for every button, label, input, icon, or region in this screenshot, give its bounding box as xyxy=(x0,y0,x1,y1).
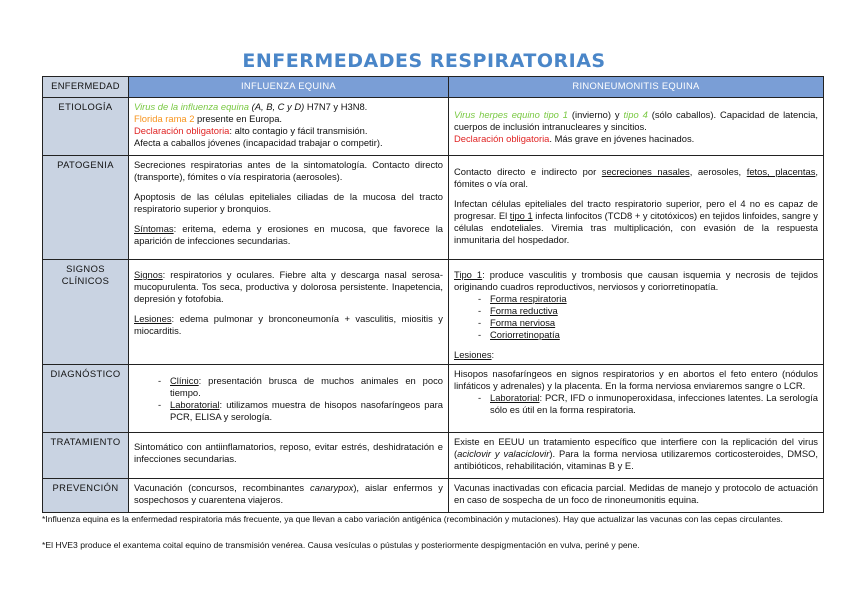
row-label-prevencion: PREVENCIÓN xyxy=(43,479,129,513)
row-label-signos: SIGNOS CLÍNICOS xyxy=(43,260,129,365)
cell-rino-tratamiento: Existe en EEUU un tratamiento específico que interfiere con la replicación del virus (aciclovir y valaciclovir). Para la forma nerviosa utilizaremos corticosteroides, DMSO, antibióticos, rehabilitación, vitaminas B y E. xyxy=(449,433,824,479)
row-prevencion xyxy=(43,479,824,513)
page-title: ENFERMEDADES RESPIRATORIAS xyxy=(242,50,606,72)
cell-flu-prevencion: Vacunación (concursos, recombinantes canarypox), aislar enfermos y sospechosos y cuarentena viajeros. xyxy=(129,479,449,513)
header-enfermedad: ENFERMEDAD xyxy=(43,77,129,98)
cell-rino-signos: Tipo 1: produce vasculitis y trombosis que causan isquemia y necrosis de tejidos originando cuadros reproductivos, nerviosos y coriorretinopatía. - Forma respiratoria - Forma reductiva - Forma nerviosa - Coriorretinopatía Lesiones: xyxy=(449,260,824,365)
header-influenza: INFLUENZA EQUINA xyxy=(129,77,449,98)
header-rinoneumonitis: RINONEUMONITIS EQUINA xyxy=(449,77,824,98)
list-item: - Clínico: presentación brusca de muchos animales en poco tiempo. xyxy=(170,375,443,399)
cell-flu-diagnostico xyxy=(129,365,449,433)
forms-list xyxy=(454,293,818,341)
cell-flu-signos: Signos: respiratorios y oculares. Fiebre alta y descarga nasal serosa-mucopurulenta. Tos seca, productiva y dolorosa persistente. Inapetencia, depresión y fotofobia. Lesiones: edema pulmonar y bronconeumonía + vasculitis, miositis y miocarditis. xyxy=(129,260,449,365)
row-diagnostico xyxy=(43,365,824,433)
diag-rino-list xyxy=(454,392,818,416)
row-signos xyxy=(43,260,824,365)
list-item: - Forma respiratoria xyxy=(490,293,818,305)
cell-rino-patogenia: Contacto directo e indirecto por secreciones nasales, aerosoles, fetos, placentas, fómites o vía oral. Infectan células epiteliales del tracto respiratorio superior, pero el 4 no es capaz de progresar. El tipo 1 infecta linfocitos (TCD8 + y citotóxicos) en tejidos linfoides, sangre y células endoteliales. Viremia tras multiplicación, con evasión de la respuesta inmunitaria del hospedador. xyxy=(449,156,824,260)
row-label-etiologia: ETIOLOGÍA xyxy=(43,98,129,156)
cell-flu-patogenia: Secreciones respiratorias antes de la sintomatología. Contacto directo (transporte), fómites o vía respiratoria (aerosoles). Apoptosis de las células epiteliales ciliadas de la mucosa del tracto respiratorio superior y bronquios. Síntomas: eritema, edema y erosiones en mucosa, que favorece la aparición de infecciones secundarias. xyxy=(129,156,449,260)
row-label-patogenia: PATOGENIA xyxy=(43,156,129,260)
list-item: - Forma reductiva xyxy=(490,305,818,317)
list-item: - Laboratorial: PCR, IFD o inmunoperoxidasa, infecciones latentes. La serología sólo es útil en la forma respiratoria. xyxy=(490,392,818,416)
row-etiologia xyxy=(43,98,824,156)
cell-flu-tratamiento: Sintomático con antiinflamatorios, reposo, evitar estrés, deshidratación e infecciones secundarias. xyxy=(129,433,449,479)
row-label-diagnostico: DIAGNÓSTICO xyxy=(43,365,129,433)
disease-table xyxy=(42,76,824,513)
row-tratamiento xyxy=(43,433,824,479)
footnote-1: *Influenza equina es la enfermedad respiratoria más frecuente, ya que llevan a cabo variación antigénica (recombinación y mutaciones). Hay que actualizar las vacunas con las cepas circulantes. xyxy=(42,514,783,524)
list-item: - Laboratorial: utilizamos muestra de hisopos nasofaríngeos para PCR, ELISA y serología. xyxy=(170,399,443,423)
list-item: - Forma nerviosa xyxy=(490,317,818,329)
diag-list xyxy=(134,375,443,423)
cell-rino-etiologia: Virus herpes equino tipo 1 (invierno) y tipo 4 (sólo caballos). Capacidad de latencia, cuerpos de inclusión intranucleares y sincitios. Declaración obligatoria. Más grave en jóvenes hacinados. xyxy=(449,98,824,156)
header-row xyxy=(43,77,824,98)
cell-rino-prevencion: Vacunas inactivadas con eficacia parcial. Medidas de manejo y protocolo de actuación en caso de sospecha de un foco de rinoneumonitis equina. xyxy=(449,479,824,513)
cell-rino-diagnostico: Hisopos nasofaríngeos en signos respiratorios y en abortos el feto entero (nódulos linfáticos y adrenales) y la placenta. En la forma nerviosa enviaremos sangre o LCR. - Laboratorial: PCR, IFD o inmunoperoxidasa, infecciones latentes. La serología sólo es útil en la forma respiratoria. xyxy=(449,365,824,433)
cell-flu-etiologia: Virus de la influenza equina (A, B, C y D) H7N7 y H3N8. Florida rama 2 presente en Europa. Declaración obligatoria: alto contagio y fácil transmisión. Afecta a caballos jóvenes (incapacidad trabajar o competir). xyxy=(129,98,449,156)
footnote-2: *El HVE3 produce el exantema coital equino de transmisión venérea. Causa vesículas o pústulas y posteriormente despigmentación en vulva, periné y pene. xyxy=(42,540,640,550)
row-label-tratamiento: TRATAMIENTO xyxy=(43,433,129,479)
row-patogenia xyxy=(43,156,824,260)
list-item: - Coriorretinopatía xyxy=(490,329,818,341)
